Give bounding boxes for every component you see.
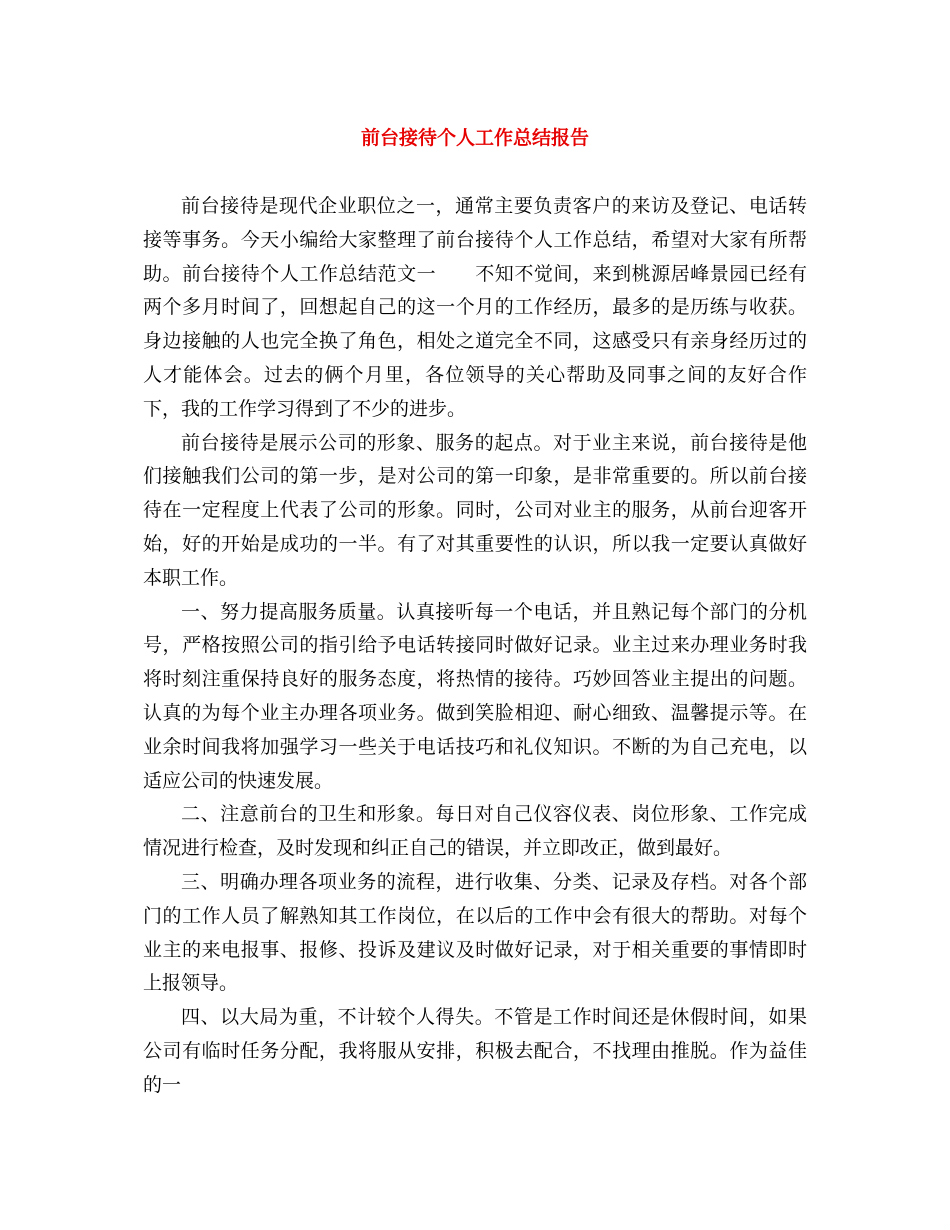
paragraph-reception-role: 前台接待是展示公司的形象、服务的起点。对于业主来说，前台接待是他们接触我们公司的第一步，是对公司的第一印象，是非常重要的。所以前台接待在一定程度上代表了公司的形象。同时，公司对业主的服务，从前台迎客开始，好的开始是成功的一半。有了对其重要性的认识，所以我一定要认真做好本职工作。 — [143, 431, 807, 589]
document-title: 前台接待个人工作总结报告 — [360, 127, 589, 149]
paragraph-point-1: 一、努力提高服务质量。认真接听每一个电话，并且熟记每个部门的分机号，严格按照公司的指引给予电话转接同时做好记录。业主过来办理业务时我将时刻注重保持良好的服务态度，将热情的接待。巧妙回答业主提出的问题。认真的为每个业主办理各项业务。做到笑脸相迎、耐心细致、温馨提示等。在业余时间我将加强学习一些关于电话技巧和礼仪知识。不断的为自己充电，以适应公司的快速发展。 — [143, 600, 807, 792]
paragraph-point-3: 三、明确办理各项业务的流程，进行收集、分类、记录及存档。对各个部门的工作人员了解熟知其工作岗位，在以后的工作中会有很大的帮助。对每个业主的来电报事、报修、投诉及建议及时做好记录，对于相关重要的事情即时上报领导。 — [143, 870, 807, 995]
paragraph-point-2: 二、注意前台的卫生和形象。每日对自己仪容仪表、岗位形象、工作完成情况进行检查，及时发现和纠正自己的错误，并立即改正，做到最好。 — [143, 803, 807, 860]
paragraph-intro: 前台接待是现代企业职位之一，通常主要负责客户的来访及登记、电话转接等事务。今天小编给大家整理了前台接待个人工作总结，希望对大家有所帮助。前台接待个人工作总结范文一 不知不觉间，来到桃源居峰景园已经有两个多月时间了，回想起自己的这一个月的工作经历，最多的是历练与收获。身边接触的人也完全换了角色，相处之道完全不同，这感受只有亲身经历过的人才能体会。过去的俩个月里，各位领导的关心帮助及同事之间的友好合作下，我的工作学习得到了不少的进步。 — [143, 195, 807, 420]
paragraph-point-4: 四、以大局为重，不计较个人得失。不管是工作时间还是休假时间，如果公司有临时任务分配，我将服从安排，积极去配合，不找理由推脱。作为益佳的一 — [143, 1006, 807, 1096]
document-body — [143, 190, 807, 1103]
